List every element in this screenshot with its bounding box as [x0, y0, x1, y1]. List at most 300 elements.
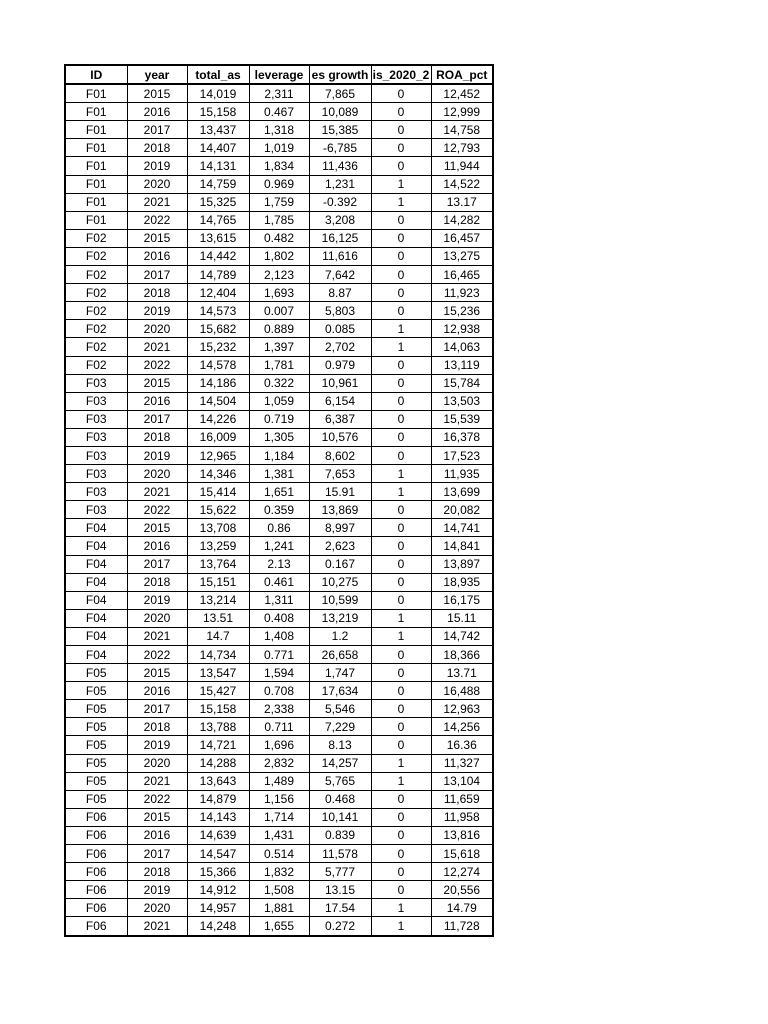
is-2020-cell[interactable]: 0 [371, 555, 431, 573]
year-cell[interactable]: 2018 [127, 863, 187, 881]
roa-pct-cell[interactable]: 11,923 [431, 284, 493, 302]
header-is-2020[interactable]: is_2020_2 [371, 65, 431, 84]
total-assets-cell[interactable]: 14.7 [187, 627, 249, 645]
year-cell[interactable]: 2020 [127, 609, 187, 627]
year-cell[interactable]: 2018 [127, 573, 187, 591]
year-cell[interactable]: 2018 [127, 428, 187, 446]
year-cell[interactable]: 2021 [127, 338, 187, 356]
id-cell[interactable]: F05 [65, 664, 127, 682]
total-assets-cell[interactable]: 13,547 [187, 664, 249, 682]
total-assets-cell[interactable]: 14,442 [187, 247, 249, 265]
year-cell[interactable]: 2016 [127, 247, 187, 265]
total-assets-cell[interactable]: 14,288 [187, 754, 249, 772]
roa-pct-cell[interactable]: 12,963 [431, 700, 493, 718]
sales-growth-cell[interactable]: 10,599 [309, 591, 371, 609]
roa-pct-cell[interactable]: 13,104 [431, 772, 493, 790]
sales-growth-cell[interactable]: 13,219 [309, 609, 371, 627]
leverage-cell[interactable]: 1,318 [249, 121, 309, 139]
roa-pct-cell[interactable]: 14,742 [431, 627, 493, 645]
roa-pct-cell[interactable]: 18,366 [431, 646, 493, 664]
leverage-cell[interactable]: 1,693 [249, 284, 309, 302]
id-cell[interactable]: F04 [65, 519, 127, 537]
leverage-cell[interactable]: 1,431 [249, 826, 309, 844]
id-cell[interactable]: F04 [65, 627, 127, 645]
roa-pct-cell[interactable]: 18,935 [431, 573, 493, 591]
id-cell[interactable]: F04 [65, 555, 127, 573]
roa-pct-cell[interactable]: 15,539 [431, 410, 493, 428]
roa-pct-cell[interactable]: 13,275 [431, 247, 493, 265]
total-assets-cell[interactable]: 13,643 [187, 772, 249, 790]
sales-growth-cell[interactable]: 5,803 [309, 302, 371, 320]
year-cell[interactable]: 2018 [127, 139, 187, 157]
leverage-cell[interactable]: 1,832 [249, 863, 309, 881]
total-assets-cell[interactable]: 13,437 [187, 121, 249, 139]
header-roa-pct[interactable]: ROA_pct [431, 65, 493, 84]
year-cell[interactable]: 2019 [127, 881, 187, 899]
id-cell[interactable]: F03 [65, 374, 127, 392]
is-2020-cell[interactable]: 0 [371, 410, 431, 428]
is-2020-cell[interactable]: 0 [371, 573, 431, 591]
is-2020-cell[interactable]: 0 [371, 428, 431, 446]
leverage-cell[interactable]: 1,655 [249, 917, 309, 936]
sales-growth-cell[interactable]: 7,653 [309, 465, 371, 483]
total-assets-cell[interactable]: 14,131 [187, 157, 249, 175]
roa-pct-cell[interactable]: 13,816 [431, 826, 493, 844]
id-cell[interactable]: F03 [65, 501, 127, 519]
sales-growth-cell[interactable]: 13.15 [309, 881, 371, 899]
year-cell[interactable]: 2019 [127, 736, 187, 754]
id-cell[interactable]: F02 [65, 302, 127, 320]
year-cell[interactable]: 2021 [127, 627, 187, 645]
total-assets-cell[interactable]: 15,325 [187, 193, 249, 211]
total-assets-cell[interactable]: 14,721 [187, 736, 249, 754]
roa-pct-cell[interactable]: 16,378 [431, 428, 493, 446]
is-2020-cell[interactable]: 1 [371, 175, 431, 193]
roa-pct-cell[interactable]: 14,282 [431, 211, 493, 229]
sales-growth-cell[interactable]: -0.392 [309, 193, 371, 211]
sales-growth-cell[interactable]: -6,785 [309, 139, 371, 157]
roa-pct-cell[interactable]: 16,175 [431, 591, 493, 609]
roa-pct-cell[interactable]: 11,935 [431, 465, 493, 483]
roa-pct-cell[interactable]: 11,958 [431, 808, 493, 826]
is-2020-cell[interactable]: 0 [371, 845, 431, 863]
is-2020-cell[interactable]: 1 [371, 899, 431, 917]
is-2020-cell[interactable]: 0 [371, 664, 431, 682]
sales-growth-cell[interactable]: 15.91 [309, 483, 371, 501]
id-cell[interactable]: F02 [65, 229, 127, 247]
sales-growth-cell[interactable]: 11,616 [309, 247, 371, 265]
year-cell[interactable]: 2017 [127, 845, 187, 863]
sales-growth-cell[interactable]: 2,702 [309, 338, 371, 356]
total-assets-cell[interactable]: 14,573 [187, 302, 249, 320]
header-year[interactable]: year [127, 65, 187, 84]
roa-pct-cell[interactable]: 14.79 [431, 899, 493, 917]
roa-pct-cell[interactable]: 15,618 [431, 845, 493, 863]
total-assets-cell[interactable]: 15,366 [187, 863, 249, 881]
id-cell[interactable]: F02 [65, 320, 127, 338]
total-assets-cell[interactable]: 13,764 [187, 555, 249, 573]
total-assets-cell[interactable]: 14,734 [187, 646, 249, 664]
id-cell[interactable]: F01 [65, 211, 127, 229]
leverage-cell[interactable]: 2.13 [249, 555, 309, 573]
id-cell[interactable]: F04 [65, 591, 127, 609]
year-cell[interactable]: 2022 [127, 356, 187, 374]
sales-growth-cell[interactable]: 3,208 [309, 211, 371, 229]
is-2020-cell[interactable]: 0 [371, 247, 431, 265]
roa-pct-cell[interactable]: 15,784 [431, 374, 493, 392]
id-cell[interactable]: F02 [65, 356, 127, 374]
is-2020-cell[interactable]: 0 [371, 826, 431, 844]
is-2020-cell[interactable]: 0 [371, 808, 431, 826]
total-assets-cell[interactable]: 12,965 [187, 446, 249, 464]
roa-pct-cell[interactable]: 13,897 [431, 555, 493, 573]
total-assets-cell[interactable]: 13,615 [187, 229, 249, 247]
id-cell[interactable]: F03 [65, 410, 127, 428]
year-cell[interactable]: 2019 [127, 302, 187, 320]
roa-pct-cell[interactable]: 12,452 [431, 84, 493, 103]
sales-growth-cell[interactable]: 10,961 [309, 374, 371, 392]
leverage-cell[interactable]: 1,241 [249, 537, 309, 555]
is-2020-cell[interactable]: 0 [371, 356, 431, 374]
total-assets-cell[interactable]: 14,879 [187, 790, 249, 808]
leverage-cell[interactable]: 1,759 [249, 193, 309, 211]
is-2020-cell[interactable]: 0 [371, 700, 431, 718]
leverage-cell[interactable]: 1,881 [249, 899, 309, 917]
leverage-cell[interactable]: 1,156 [249, 790, 309, 808]
roa-pct-cell[interactable]: 11,327 [431, 754, 493, 772]
year-cell[interactable]: 2018 [127, 718, 187, 736]
total-assets-cell[interactable]: 15,427 [187, 682, 249, 700]
sales-growth-cell[interactable]: 11,578 [309, 845, 371, 863]
year-cell[interactable]: 2020 [127, 754, 187, 772]
total-assets-cell[interactable]: 15,151 [187, 573, 249, 591]
total-assets-cell[interactable]: 14,957 [187, 899, 249, 917]
id-cell[interactable]: F06 [65, 845, 127, 863]
is-2020-cell[interactable]: 1 [371, 627, 431, 645]
roa-pct-cell[interactable]: 15,236 [431, 302, 493, 320]
sales-growth-cell[interactable]: 10,275 [309, 573, 371, 591]
sales-growth-cell[interactable]: 17.54 [309, 899, 371, 917]
leverage-cell[interactable]: 1,508 [249, 881, 309, 899]
sales-growth-cell[interactable]: 13,869 [309, 501, 371, 519]
leverage-cell[interactable]: 1,311 [249, 591, 309, 609]
id-cell[interactable]: F03 [65, 483, 127, 501]
year-cell[interactable]: 2021 [127, 483, 187, 501]
id-cell[interactable]: F06 [65, 881, 127, 899]
is-2020-cell[interactable]: 1 [371, 465, 431, 483]
id-cell[interactable]: F04 [65, 537, 127, 555]
sales-growth-cell[interactable]: 0.167 [309, 555, 371, 573]
roa-pct-cell[interactable]: 17,523 [431, 446, 493, 464]
roa-pct-cell[interactable]: 14,841 [431, 537, 493, 555]
leverage-cell[interactable]: 0.482 [249, 229, 309, 247]
id-cell[interactable]: F06 [65, 899, 127, 917]
sales-growth-cell[interactable]: 8,602 [309, 446, 371, 464]
leverage-cell[interactable]: 0.889 [249, 320, 309, 338]
total-assets-cell[interactable]: 13,708 [187, 519, 249, 537]
sales-growth-cell[interactable]: 10,141 [309, 808, 371, 826]
is-2020-cell[interactable]: 1 [371, 338, 431, 356]
is-2020-cell[interactable]: 1 [371, 193, 431, 211]
year-cell[interactable]: 2015 [127, 519, 187, 537]
year-cell[interactable]: 2021 [127, 772, 187, 790]
year-cell[interactable]: 2016 [127, 682, 187, 700]
is-2020-cell[interactable]: 0 [371, 718, 431, 736]
is-2020-cell[interactable]: 0 [371, 881, 431, 899]
total-assets-cell[interactable]: 14,759 [187, 175, 249, 193]
is-2020-cell[interactable]: 0 [371, 266, 431, 284]
id-cell[interactable]: F04 [65, 646, 127, 664]
leverage-cell[interactable]: 0.461 [249, 573, 309, 591]
is-2020-cell[interactable]: 1 [371, 754, 431, 772]
is-2020-cell[interactable]: 1 [371, 320, 431, 338]
id-cell[interactable]: F05 [65, 754, 127, 772]
leverage-cell[interactable]: 0.359 [249, 501, 309, 519]
year-cell[interactable]: 2015 [127, 808, 187, 826]
leverage-cell[interactable]: 1,397 [249, 338, 309, 356]
sales-growth-cell[interactable]: 7,229 [309, 718, 371, 736]
is-2020-cell[interactable]: 0 [371, 537, 431, 555]
id-cell[interactable]: F05 [65, 772, 127, 790]
id-cell[interactable]: F04 [65, 609, 127, 627]
total-assets-cell[interactable]: 12,404 [187, 284, 249, 302]
year-cell[interactable]: 2015 [127, 229, 187, 247]
year-cell[interactable]: 2020 [127, 465, 187, 483]
total-assets-cell[interactable]: 14,547 [187, 845, 249, 863]
year-cell[interactable]: 2019 [127, 446, 187, 464]
total-assets-cell[interactable]: 14,407 [187, 139, 249, 157]
roa-pct-cell[interactable]: 12,793 [431, 139, 493, 157]
id-cell[interactable]: F03 [65, 465, 127, 483]
year-cell[interactable]: 2017 [127, 266, 187, 284]
roa-pct-cell[interactable]: 14,741 [431, 519, 493, 537]
sales-growth-cell[interactable]: 8,997 [309, 519, 371, 537]
sales-growth-cell[interactable]: 7,865 [309, 84, 371, 103]
id-cell[interactable]: F02 [65, 338, 127, 356]
roa-pct-cell[interactable]: 14,758 [431, 121, 493, 139]
is-2020-cell[interactable]: 0 [371, 392, 431, 410]
is-2020-cell[interactable]: 0 [371, 374, 431, 392]
id-cell[interactable]: F01 [65, 84, 127, 103]
id-cell[interactable]: F02 [65, 247, 127, 265]
total-assets-cell[interactable]: 14,789 [187, 266, 249, 284]
is-2020-cell[interactable]: 0 [371, 790, 431, 808]
id-cell[interactable]: F06 [65, 826, 127, 844]
total-assets-cell[interactable]: 14,186 [187, 374, 249, 392]
roa-pct-cell[interactable]: 20,082 [431, 501, 493, 519]
year-cell[interactable]: 2022 [127, 211, 187, 229]
is-2020-cell[interactable]: 0 [371, 121, 431, 139]
id-cell[interactable]: F05 [65, 718, 127, 736]
year-cell[interactable]: 2016 [127, 826, 187, 844]
leverage-cell[interactable]: 1,802 [249, 247, 309, 265]
sales-growth-cell[interactable]: 8.13 [309, 736, 371, 754]
year-cell[interactable]: 2016 [127, 537, 187, 555]
total-assets-cell[interactable]: 13,788 [187, 718, 249, 736]
total-assets-cell[interactable]: 15,682 [187, 320, 249, 338]
header-leverage[interactable]: leverage [249, 65, 309, 84]
roa-pct-cell[interactable]: 16,457 [431, 229, 493, 247]
roa-pct-cell[interactable]: 16,488 [431, 682, 493, 700]
is-2020-cell[interactable]: 0 [371, 139, 431, 157]
id-cell[interactable]: F06 [65, 863, 127, 881]
roa-pct-cell[interactable]: 11,728 [431, 917, 493, 936]
roa-pct-cell[interactable]: 12,999 [431, 103, 493, 121]
is-2020-cell[interactable]: 0 [371, 157, 431, 175]
leverage-cell[interactable]: 0.719 [249, 410, 309, 428]
roa-pct-cell[interactable]: 16,465 [431, 266, 493, 284]
leverage-cell[interactable]: 1,714 [249, 808, 309, 826]
is-2020-cell[interactable]: 0 [371, 84, 431, 103]
year-cell[interactable]: 2022 [127, 501, 187, 519]
roa-pct-cell[interactable]: 13,503 [431, 392, 493, 410]
leverage-cell[interactable]: 1,381 [249, 465, 309, 483]
is-2020-cell[interactable]: 0 [371, 229, 431, 247]
leverage-cell[interactable]: 0.771 [249, 646, 309, 664]
sales-growth-cell[interactable]: 1,231 [309, 175, 371, 193]
sales-growth-cell[interactable]: 5,765 [309, 772, 371, 790]
sales-growth-cell[interactable]: 5,777 [309, 863, 371, 881]
id-cell[interactable]: F04 [65, 573, 127, 591]
roa-pct-cell[interactable]: 14,063 [431, 338, 493, 356]
year-cell[interactable]: 2017 [127, 700, 187, 718]
sales-growth-cell[interactable]: 16,125 [309, 229, 371, 247]
leverage-cell[interactable]: 1,489 [249, 772, 309, 790]
total-assets-cell[interactable]: 16,009 [187, 428, 249, 446]
roa-pct-cell[interactable]: 12,274 [431, 863, 493, 881]
is-2020-cell[interactable]: 1 [371, 917, 431, 936]
leverage-cell[interactable]: 1,696 [249, 736, 309, 754]
sales-growth-cell[interactable]: 15,385 [309, 121, 371, 139]
roa-pct-cell[interactable]: 13.71 [431, 664, 493, 682]
id-cell[interactable]: F03 [65, 392, 127, 410]
id-cell[interactable]: F02 [65, 266, 127, 284]
id-cell[interactable]: F01 [65, 103, 127, 121]
total-assets-cell[interactable]: 15,622 [187, 501, 249, 519]
sales-growth-cell[interactable]: 11,436 [309, 157, 371, 175]
is-2020-cell[interactable]: 0 [371, 863, 431, 881]
sales-growth-cell[interactable]: 1.2 [309, 627, 371, 645]
id-cell[interactable]: F05 [65, 736, 127, 754]
is-2020-cell[interactable]: 0 [371, 446, 431, 464]
leverage-cell[interactable]: 1,785 [249, 211, 309, 229]
year-cell[interactable]: 2017 [127, 410, 187, 428]
id-cell[interactable]: F01 [65, 175, 127, 193]
total-assets-cell[interactable]: 13,259 [187, 537, 249, 555]
leverage-cell[interactable]: 1,781 [249, 356, 309, 374]
year-cell[interactable]: 2019 [127, 591, 187, 609]
is-2020-cell[interactable]: 1 [371, 609, 431, 627]
roa-pct-cell[interactable]: 15.11 [431, 609, 493, 627]
year-cell[interactable]: 2021 [127, 193, 187, 211]
sales-growth-cell[interactable]: 0.468 [309, 790, 371, 808]
leverage-cell[interactable]: 1,305 [249, 428, 309, 446]
leverage-cell[interactable]: 1,594 [249, 664, 309, 682]
roa-pct-cell[interactable]: 14,522 [431, 175, 493, 193]
roa-pct-cell[interactable]: 12,938 [431, 320, 493, 338]
total-assets-cell[interactable]: 13,214 [187, 591, 249, 609]
is-2020-cell[interactable]: 0 [371, 501, 431, 519]
sales-growth-cell[interactable]: 2,623 [309, 537, 371, 555]
year-cell[interactable]: 2022 [127, 790, 187, 808]
leverage-cell[interactable]: 0.969 [249, 175, 309, 193]
leverage-cell[interactable]: 0.467 [249, 103, 309, 121]
header-id[interactable]: ID [65, 65, 127, 84]
id-cell[interactable]: F01 [65, 121, 127, 139]
is-2020-cell[interactable]: 0 [371, 103, 431, 121]
sales-growth-cell[interactable]: 10,089 [309, 103, 371, 121]
sales-growth-cell[interactable]: 8.87 [309, 284, 371, 302]
leverage-cell[interactable]: 0.514 [249, 845, 309, 863]
leverage-cell[interactable]: 1,019 [249, 139, 309, 157]
total-assets-cell[interactable]: 15,414 [187, 483, 249, 501]
is-2020-cell[interactable]: 0 [371, 591, 431, 609]
is-2020-cell[interactable]: 0 [371, 211, 431, 229]
total-assets-cell[interactable]: 14,504 [187, 392, 249, 410]
total-assets-cell[interactable]: 14,578 [187, 356, 249, 374]
year-cell[interactable]: 2020 [127, 175, 187, 193]
leverage-cell[interactable]: 2,338 [249, 700, 309, 718]
is-2020-cell[interactable]: 1 [371, 772, 431, 790]
year-cell[interactable]: 2016 [127, 103, 187, 121]
total-assets-cell[interactable]: 13.51 [187, 609, 249, 627]
year-cell[interactable]: 2022 [127, 646, 187, 664]
leverage-cell[interactable]: 2,311 [249, 84, 309, 103]
roa-pct-cell[interactable]: 13,699 [431, 483, 493, 501]
id-cell[interactable]: F06 [65, 808, 127, 826]
sales-growth-cell[interactable]: 1,747 [309, 664, 371, 682]
leverage-cell[interactable]: 0.86 [249, 519, 309, 537]
header-sales-growth[interactable]: es growth [309, 65, 371, 84]
year-cell[interactable]: 2018 [127, 284, 187, 302]
id-cell[interactable]: F01 [65, 139, 127, 157]
year-cell[interactable]: 2020 [127, 320, 187, 338]
sales-growth-cell[interactable]: 5,546 [309, 700, 371, 718]
is-2020-cell[interactable]: 0 [371, 682, 431, 700]
leverage-cell[interactable]: 0.007 [249, 302, 309, 320]
sales-growth-cell[interactable]: 0.085 [309, 320, 371, 338]
roa-pct-cell[interactable]: 14,256 [431, 718, 493, 736]
id-cell[interactable]: F01 [65, 193, 127, 211]
sales-growth-cell[interactable]: 6,387 [309, 410, 371, 428]
total-assets-cell[interactable]: 14,639 [187, 826, 249, 844]
year-cell[interactable]: 2017 [127, 121, 187, 139]
sales-growth-cell[interactable]: 14,257 [309, 754, 371, 772]
leverage-cell[interactable]: 0.708 [249, 682, 309, 700]
is-2020-cell[interactable]: 1 [371, 483, 431, 501]
sales-growth-cell[interactable]: 6,154 [309, 392, 371, 410]
year-cell[interactable]: 2019 [127, 157, 187, 175]
sales-growth-cell[interactable]: 0.979 [309, 356, 371, 374]
leverage-cell[interactable]: 1,834 [249, 157, 309, 175]
year-cell[interactable]: 2015 [127, 664, 187, 682]
total-assets-cell[interactable]: 14,765 [187, 211, 249, 229]
roa-pct-cell[interactable]: 11,659 [431, 790, 493, 808]
id-cell[interactable]: F05 [65, 682, 127, 700]
leverage-cell[interactable]: 2,832 [249, 754, 309, 772]
sales-growth-cell[interactable]: 0.839 [309, 826, 371, 844]
total-assets-cell[interactable]: 14,912 [187, 881, 249, 899]
year-cell[interactable]: 2017 [127, 555, 187, 573]
is-2020-cell[interactable]: 0 [371, 519, 431, 537]
leverage-cell[interactable]: 0.408 [249, 609, 309, 627]
leverage-cell[interactable]: 2,123 [249, 266, 309, 284]
id-cell[interactable]: F06 [65, 917, 127, 936]
total-assets-cell[interactable]: 14,143 [187, 808, 249, 826]
total-assets-cell[interactable]: 14,248 [187, 917, 249, 936]
total-assets-cell[interactable]: 14,019 [187, 84, 249, 103]
sales-growth-cell[interactable]: 7,642 [309, 266, 371, 284]
